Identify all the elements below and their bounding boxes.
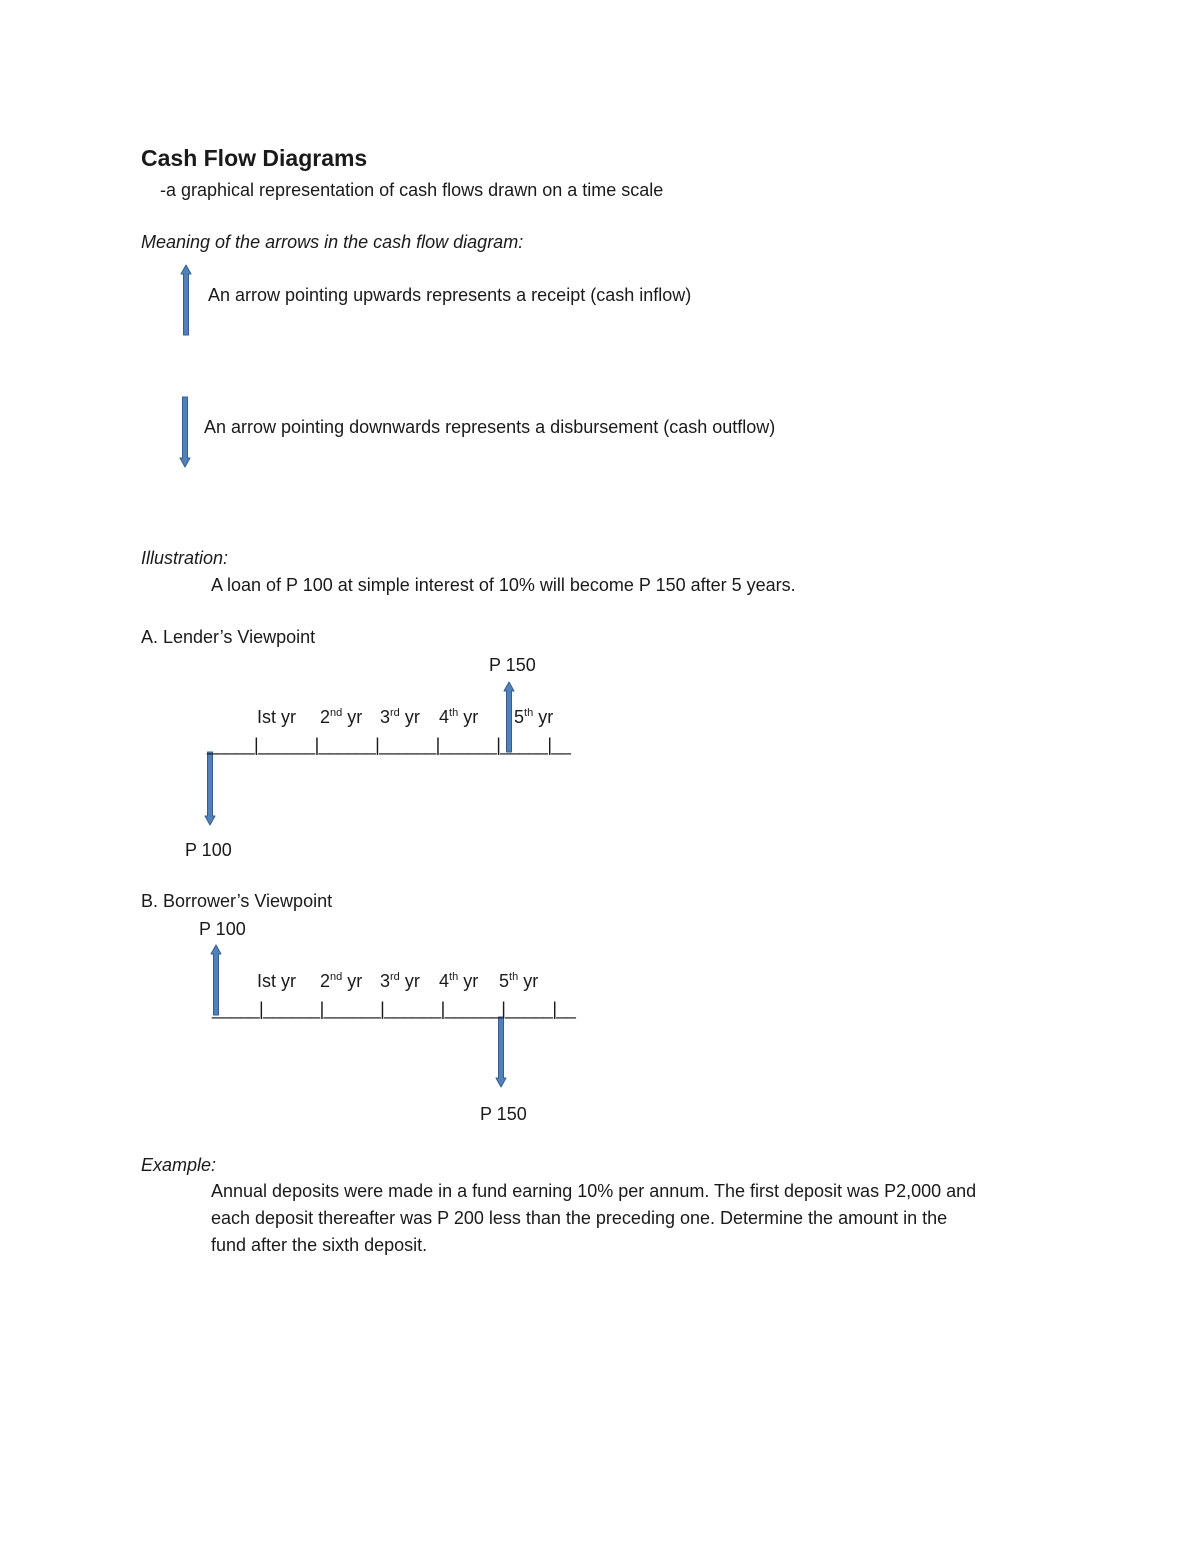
borrower-year-2: 2nd yr: [320, 971, 363, 991]
borrower-year-1: Ist yr: [257, 971, 297, 991]
lender-timeline: _____|______|______|______|______|_____|__: [207, 735, 571, 755]
borrower-year-4: 4th yr: [439, 971, 479, 991]
illustration-text: A loan of P 100 at simple interest of 10% will become P 150 after 5 years.: [211, 575, 796, 595]
borrower-year-3: 3rd yr: [380, 971, 420, 991]
arrow-down-description: An arrow pointing downwards represents a disbursement (cash outflow): [204, 417, 776, 437]
lender-heading: A. Lender’s Viewpoint: [141, 627, 316, 647]
borrower-top-amount: P 100: [199, 919, 246, 939]
borrower-bottom-amount: P 150: [480, 1104, 527, 1124]
example-line-3: fund after the sixth deposit.: [211, 1235, 428, 1255]
lender-year-1: Ist yr: [257, 707, 297, 727]
lender-year-5: 5th yr: [514, 707, 554, 727]
example-line-2: each deposit thereafter was P 200 less than the preceding one. Determine the amount in the: [211, 1208, 948, 1228]
example-heading: Example:: [141, 1155, 217, 1175]
lender-top-amount: P 150: [489, 655, 536, 675]
page-title: Cash Flow Diagrams: [141, 145, 368, 171]
definition-text: -a graphical representation of cash flows drawn on a time scale: [160, 180, 664, 200]
lender-bottom-amount: P 100: [185, 840, 232, 860]
borrower-heading: B. Borrower’s Viewpoint: [141, 891, 333, 911]
illustration-heading: Illustration:: [141, 548, 229, 568]
borrower-payment-arrow-icon: [496, 1017, 506, 1087]
lender-year-3: 3rd yr: [380, 707, 420, 727]
borrower-year-5: 5th yr: [499, 971, 539, 991]
arrow-down-icon: [180, 397, 190, 467]
lender-year-4: 4th yr: [439, 707, 479, 727]
arrow-up-description: An arrow pointing upwards represents a receipt (cash inflow): [208, 285, 692, 305]
borrower-timeline: _____|______|______|______|______|_____|__: [212, 999, 576, 1019]
arrows-heading: Meaning of the arrows in the cash flow diagram:: [141, 232, 524, 252]
arrow-up-icon: [181, 265, 191, 335]
lender-disbursement-arrow-icon: [205, 752, 215, 825]
example-line-1: Annual deposits were made in a fund earning 10% per annum. The first deposit was P2,000 and: [211, 1181, 977, 1201]
lender-year-2: 2nd yr: [320, 707, 363, 727]
